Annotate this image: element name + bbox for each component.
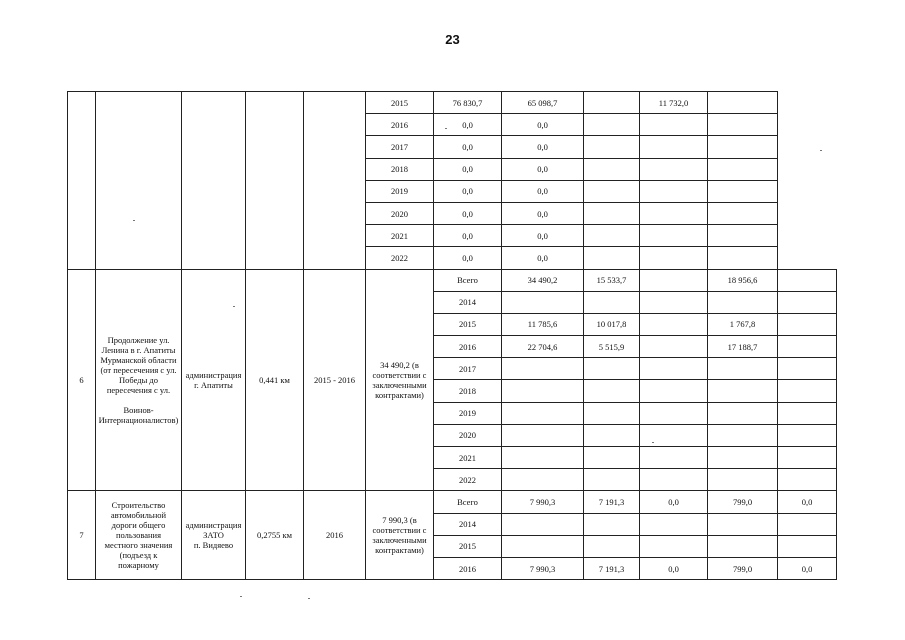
other-cell: 0,0 (778, 491, 837, 513)
local-cell (708, 513, 778, 535)
regional-cell: 0,0 (640, 491, 708, 513)
total-cell: 34 490,2 (502, 269, 584, 291)
federal-cell: 7 191,3 (584, 557, 640, 579)
federal-cell (584, 424, 640, 446)
regional-cell (640, 269, 708, 291)
year-cell: 2017 (434, 358, 502, 380)
year-cell: 2021 (434, 447, 502, 469)
year-cell: 2018 (434, 380, 502, 402)
period-cell: 2016 (304, 491, 366, 580)
federal-cell: 7 191,3 (584, 491, 640, 513)
object-name-cell: Строительство автомобильной дороги общего пользования местного значения (подъезд к пожарному (96, 491, 182, 580)
table-row (68, 491, 837, 513)
federal-cell: 0,0 (502, 202, 584, 224)
table-row (68, 269, 837, 291)
local-cell: 799,0 (708, 557, 778, 579)
federal-cell: 65 098,7 (502, 92, 584, 114)
local-cell (640, 202, 708, 224)
year-cell: 2020 (434, 424, 502, 446)
total-cell: 11 785,6 (502, 313, 584, 335)
other-cell (778, 358, 837, 380)
total-cell (502, 469, 584, 491)
local-cell (708, 469, 778, 491)
regional-cell (584, 114, 640, 136)
regional-cell (640, 447, 708, 469)
other-cell (708, 225, 778, 247)
local-cell (640, 180, 708, 202)
regional-cell (640, 424, 708, 446)
regional-cell (584, 180, 640, 202)
other-cell (778, 447, 837, 469)
other-cell (708, 92, 778, 114)
local-cell (640, 136, 708, 158)
year-cell: 2015 (366, 92, 434, 114)
federal-cell (584, 513, 640, 535)
executor-cell: администрация г. Апатиты (182, 269, 246, 491)
regional-cell: 0,0 (640, 557, 708, 579)
year-cell: 2022 (366, 247, 434, 269)
local-cell (640, 114, 708, 136)
local-cell (708, 380, 778, 402)
year-cell: 2016 (434, 557, 502, 579)
total-cell: 22 704,6 (502, 336, 584, 358)
total-cell: 0,0 (434, 247, 502, 269)
blank-merged-cell (68, 92, 96, 270)
year-cell: 2017 (366, 136, 434, 158)
federal-cell: 0,0 (502, 225, 584, 247)
total-cell: 0,0 (434, 158, 502, 180)
other-cell (778, 513, 837, 535)
executor-cell: администрация ЗАТО п. Видяево (182, 491, 246, 580)
regional-cell (584, 225, 640, 247)
scan-speck (308, 598, 310, 599)
regional-cell (640, 336, 708, 358)
other-cell (778, 291, 837, 313)
local-cell (640, 225, 708, 247)
total-cell: 0,0 (434, 114, 502, 136)
other-cell (778, 469, 837, 491)
other-cell (778, 380, 837, 402)
regional-cell (584, 202, 640, 224)
total-cell: 7 990,3 (502, 557, 584, 579)
local-cell (708, 358, 778, 380)
year-cell: 2019 (366, 180, 434, 202)
scan-speck (233, 306, 235, 307)
federal-cell (584, 358, 640, 380)
other-cell (708, 202, 778, 224)
regional-cell (584, 158, 640, 180)
year-cell: 2019 (434, 402, 502, 424)
local-cell (708, 291, 778, 313)
other-cell (708, 180, 778, 202)
total-cell: 0,0 (434, 136, 502, 158)
regional-cell (584, 92, 640, 114)
blank-merged-cell (304, 92, 366, 270)
year-cell: 2014 (434, 513, 502, 535)
year-cell: 2022 (434, 469, 502, 491)
local-cell (708, 402, 778, 424)
local-cell (708, 535, 778, 557)
other-cell (778, 424, 837, 446)
regional-cell (640, 402, 708, 424)
year-cell: 2020 (366, 202, 434, 224)
total-cell (502, 402, 584, 424)
year-cell: Всего (434, 491, 502, 513)
federal-cell (584, 402, 640, 424)
local-cell (640, 158, 708, 180)
scan-speck (133, 220, 135, 221)
other-cell (778, 336, 837, 358)
program-table (67, 91, 837, 580)
total-cell (502, 380, 584, 402)
federal-cell: 5 515,9 (584, 336, 640, 358)
blank-merged-cell (96, 92, 182, 270)
scan-speck (652, 442, 654, 443)
scan-speck (820, 150, 822, 151)
total-cell: 76 830,7 (434, 92, 502, 114)
total-cell (502, 513, 584, 535)
federal-cell (584, 380, 640, 402)
cost-cell: 34 490,2 (в соответствии с заключенными контрактами) (366, 269, 434, 491)
table-body (68, 92, 837, 580)
federal-cell (584, 291, 640, 313)
page-number: 23 (445, 32, 460, 47)
regional-cell (640, 469, 708, 491)
blank-merged-cell (246, 92, 304, 270)
total-cell: 0,0 (434, 180, 502, 202)
year-cell: 2021 (366, 225, 434, 247)
total-cell (502, 535, 584, 557)
local-cell: 11 732,0 (640, 92, 708, 114)
period-cell: 2015 - 2016 (304, 269, 366, 491)
regional-cell (640, 535, 708, 557)
year-cell: 2015 (434, 313, 502, 335)
other-cell (708, 158, 778, 180)
cost-cell: 7 990,3 (в соответствии с заключенными контрактами) (366, 491, 434, 580)
total-cell (502, 424, 584, 446)
federal-cell: 15 533,7 (584, 269, 640, 291)
table-row (68, 92, 837, 114)
other-cell: 0,0 (778, 557, 837, 579)
federal-cell: 0,0 (502, 247, 584, 269)
blank-merged-cell (182, 92, 246, 270)
other-cell (708, 114, 778, 136)
regional-cell (640, 313, 708, 335)
federal-cell (584, 447, 640, 469)
total-cell (502, 291, 584, 313)
local-cell: 1 767,8 (708, 313, 778, 335)
total-cell (502, 447, 584, 469)
regional-cell (584, 247, 640, 269)
item-number-cell: 7 (68, 491, 96, 580)
total-cell (502, 358, 584, 380)
scan-speck (240, 596, 242, 597)
regional-cell (640, 291, 708, 313)
length-cell: 0,441 км (246, 269, 304, 491)
federal-cell: 0,0 (502, 136, 584, 158)
other-cell (778, 535, 837, 557)
scan-speck (445, 128, 447, 129)
local-cell: 17 188,7 (708, 336, 778, 358)
other-cell (778, 269, 837, 291)
regional-cell (584, 136, 640, 158)
other-cell (778, 402, 837, 424)
local-cell: 799,0 (708, 491, 778, 513)
year-cell: 2016 (366, 114, 434, 136)
federal-cell: 0,0 (502, 114, 584, 136)
object-name-cell: Продолжение ул. Ленина в г. Апатиты Мурманской области (от пересечения с ул. Победы до пересечения с ул. Воинов- Интернационалистов) (96, 269, 182, 491)
other-cell (778, 313, 837, 335)
local-cell: 18 956,6 (708, 269, 778, 291)
regional-cell (640, 380, 708, 402)
federal-cell (584, 469, 640, 491)
federal-cell: 0,0 (502, 180, 584, 202)
total-cell: 0,0 (434, 202, 502, 224)
regional-cell (640, 358, 708, 380)
year-cell: 2014 (434, 291, 502, 313)
year-cell: 2016 (434, 336, 502, 358)
federal-cell: 10 017,8 (584, 313, 640, 335)
total-cell: 0,0 (434, 225, 502, 247)
regional-cell (640, 513, 708, 535)
year-cell: 2015 (434, 535, 502, 557)
other-cell (708, 247, 778, 269)
total-cell: 7 990,3 (502, 491, 584, 513)
federal-cell: 0,0 (502, 158, 584, 180)
length-cell: 0,2755 км (246, 491, 304, 580)
local-cell (708, 447, 778, 469)
other-cell (708, 136, 778, 158)
local-cell (640, 247, 708, 269)
year-cell: Всего (434, 269, 502, 291)
federal-cell (584, 535, 640, 557)
item-number-cell: 6 (68, 269, 96, 491)
local-cell (708, 424, 778, 446)
year-cell: 2018 (366, 158, 434, 180)
